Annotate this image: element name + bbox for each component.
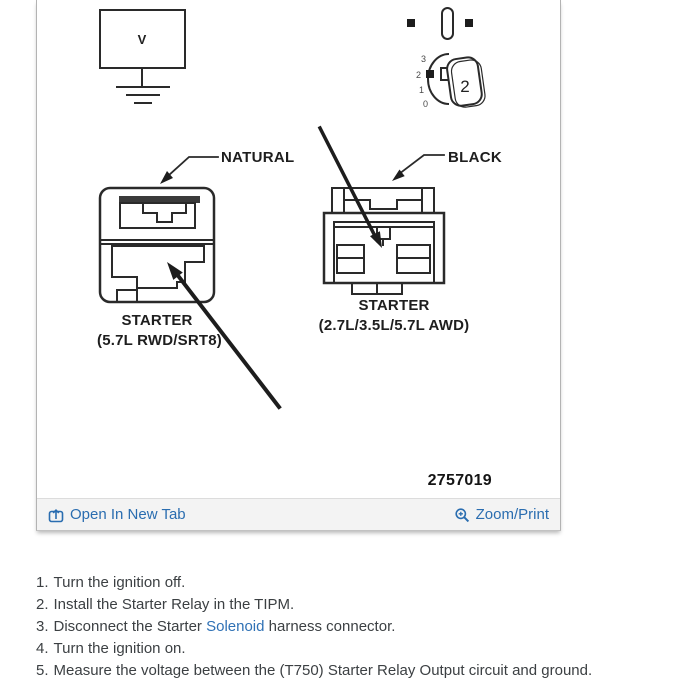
open-in-new-tab-icon	[48, 507, 64, 523]
step-1-number: 1.	[36, 574, 49, 591]
instruction-list	[36, 572, 656, 682]
voltmeter-label: V	[137, 32, 147, 47]
step-4	[36, 638, 656, 660]
step-4-number: 4.	[36, 640, 49, 657]
open-in-new-tab-button[interactable]	[48, 506, 186, 523]
step-5-number: 5.	[36, 662, 49, 679]
black-wire-label: BLACK	[448, 149, 502, 166]
step-5-text: Measure the voltage between the (T750) Starter Relay Output circuit and ground.	[53, 662, 593, 679]
step-2	[36, 594, 656, 616]
connector-left-name: STARTER	[121, 312, 193, 329]
solenoid-link[interactable]: Solenoid	[206, 618, 265, 635]
figure-toolbar	[37, 498, 560, 530]
zoom-print-button[interactable]	[454, 506, 549, 523]
connector-left-caption	[97, 311, 222, 351]
dial-position-label: 2	[460, 77, 470, 96]
dial-scale-2: 2	[416, 70, 422, 80]
ground-icon	[117, 68, 169, 103]
dial-scale-1: 1	[419, 85, 425, 95]
connector-left-variant: (5.7L RWD/SRT8)	[97, 332, 222, 349]
step-2-number: 2.	[36, 596, 49, 613]
step-3-text-pre: Disconnect the Starter	[53, 618, 207, 635]
step-3-text-post: harness connector.	[264, 618, 396, 635]
multimeter-dial-icon	[407, 8, 486, 110]
step-5	[36, 660, 656, 682]
natural-leader-arrow	[160, 157, 218, 184]
figure-number: 2757019	[427, 472, 492, 489]
black-leader-arrow	[392, 155, 444, 181]
voltmeter-symbol	[100, 10, 185, 68]
diagram-svg	[37, 0, 560, 470]
diagram-viewer-panel	[36, 0, 561, 531]
dial-scale-3: 3	[421, 54, 427, 64]
step-3-number: 3.	[36, 618, 49, 635]
step-1-text: Turn the ignition off.	[53, 574, 186, 591]
zoom-print-label: Zoom/Print	[475, 506, 549, 523]
connector-right-variant: (2.7L/3.5L/5.7L AWD)	[318, 317, 470, 334]
connector-right-name: STARTER	[358, 297, 430, 314]
open-in-new-tab-label: Open In New Tab	[70, 506, 186, 523]
dial-scale-0: 0	[423, 99, 429, 109]
connector-right-caption	[309, 296, 479, 336]
natural-wire-label: NATURAL	[221, 149, 295, 166]
step-1	[36, 572, 656, 594]
step-3	[36, 616, 656, 638]
step-2-text: Install the Starter Relay in the TIPM.	[53, 596, 295, 613]
zoom-icon	[454, 507, 470, 523]
connector-left-drawing	[100, 188, 214, 302]
connector-right-drawing	[324, 188, 444, 294]
wiring-diagram	[37, 0, 560, 489]
step-4-text: Turn the ignition on.	[53, 640, 186, 657]
